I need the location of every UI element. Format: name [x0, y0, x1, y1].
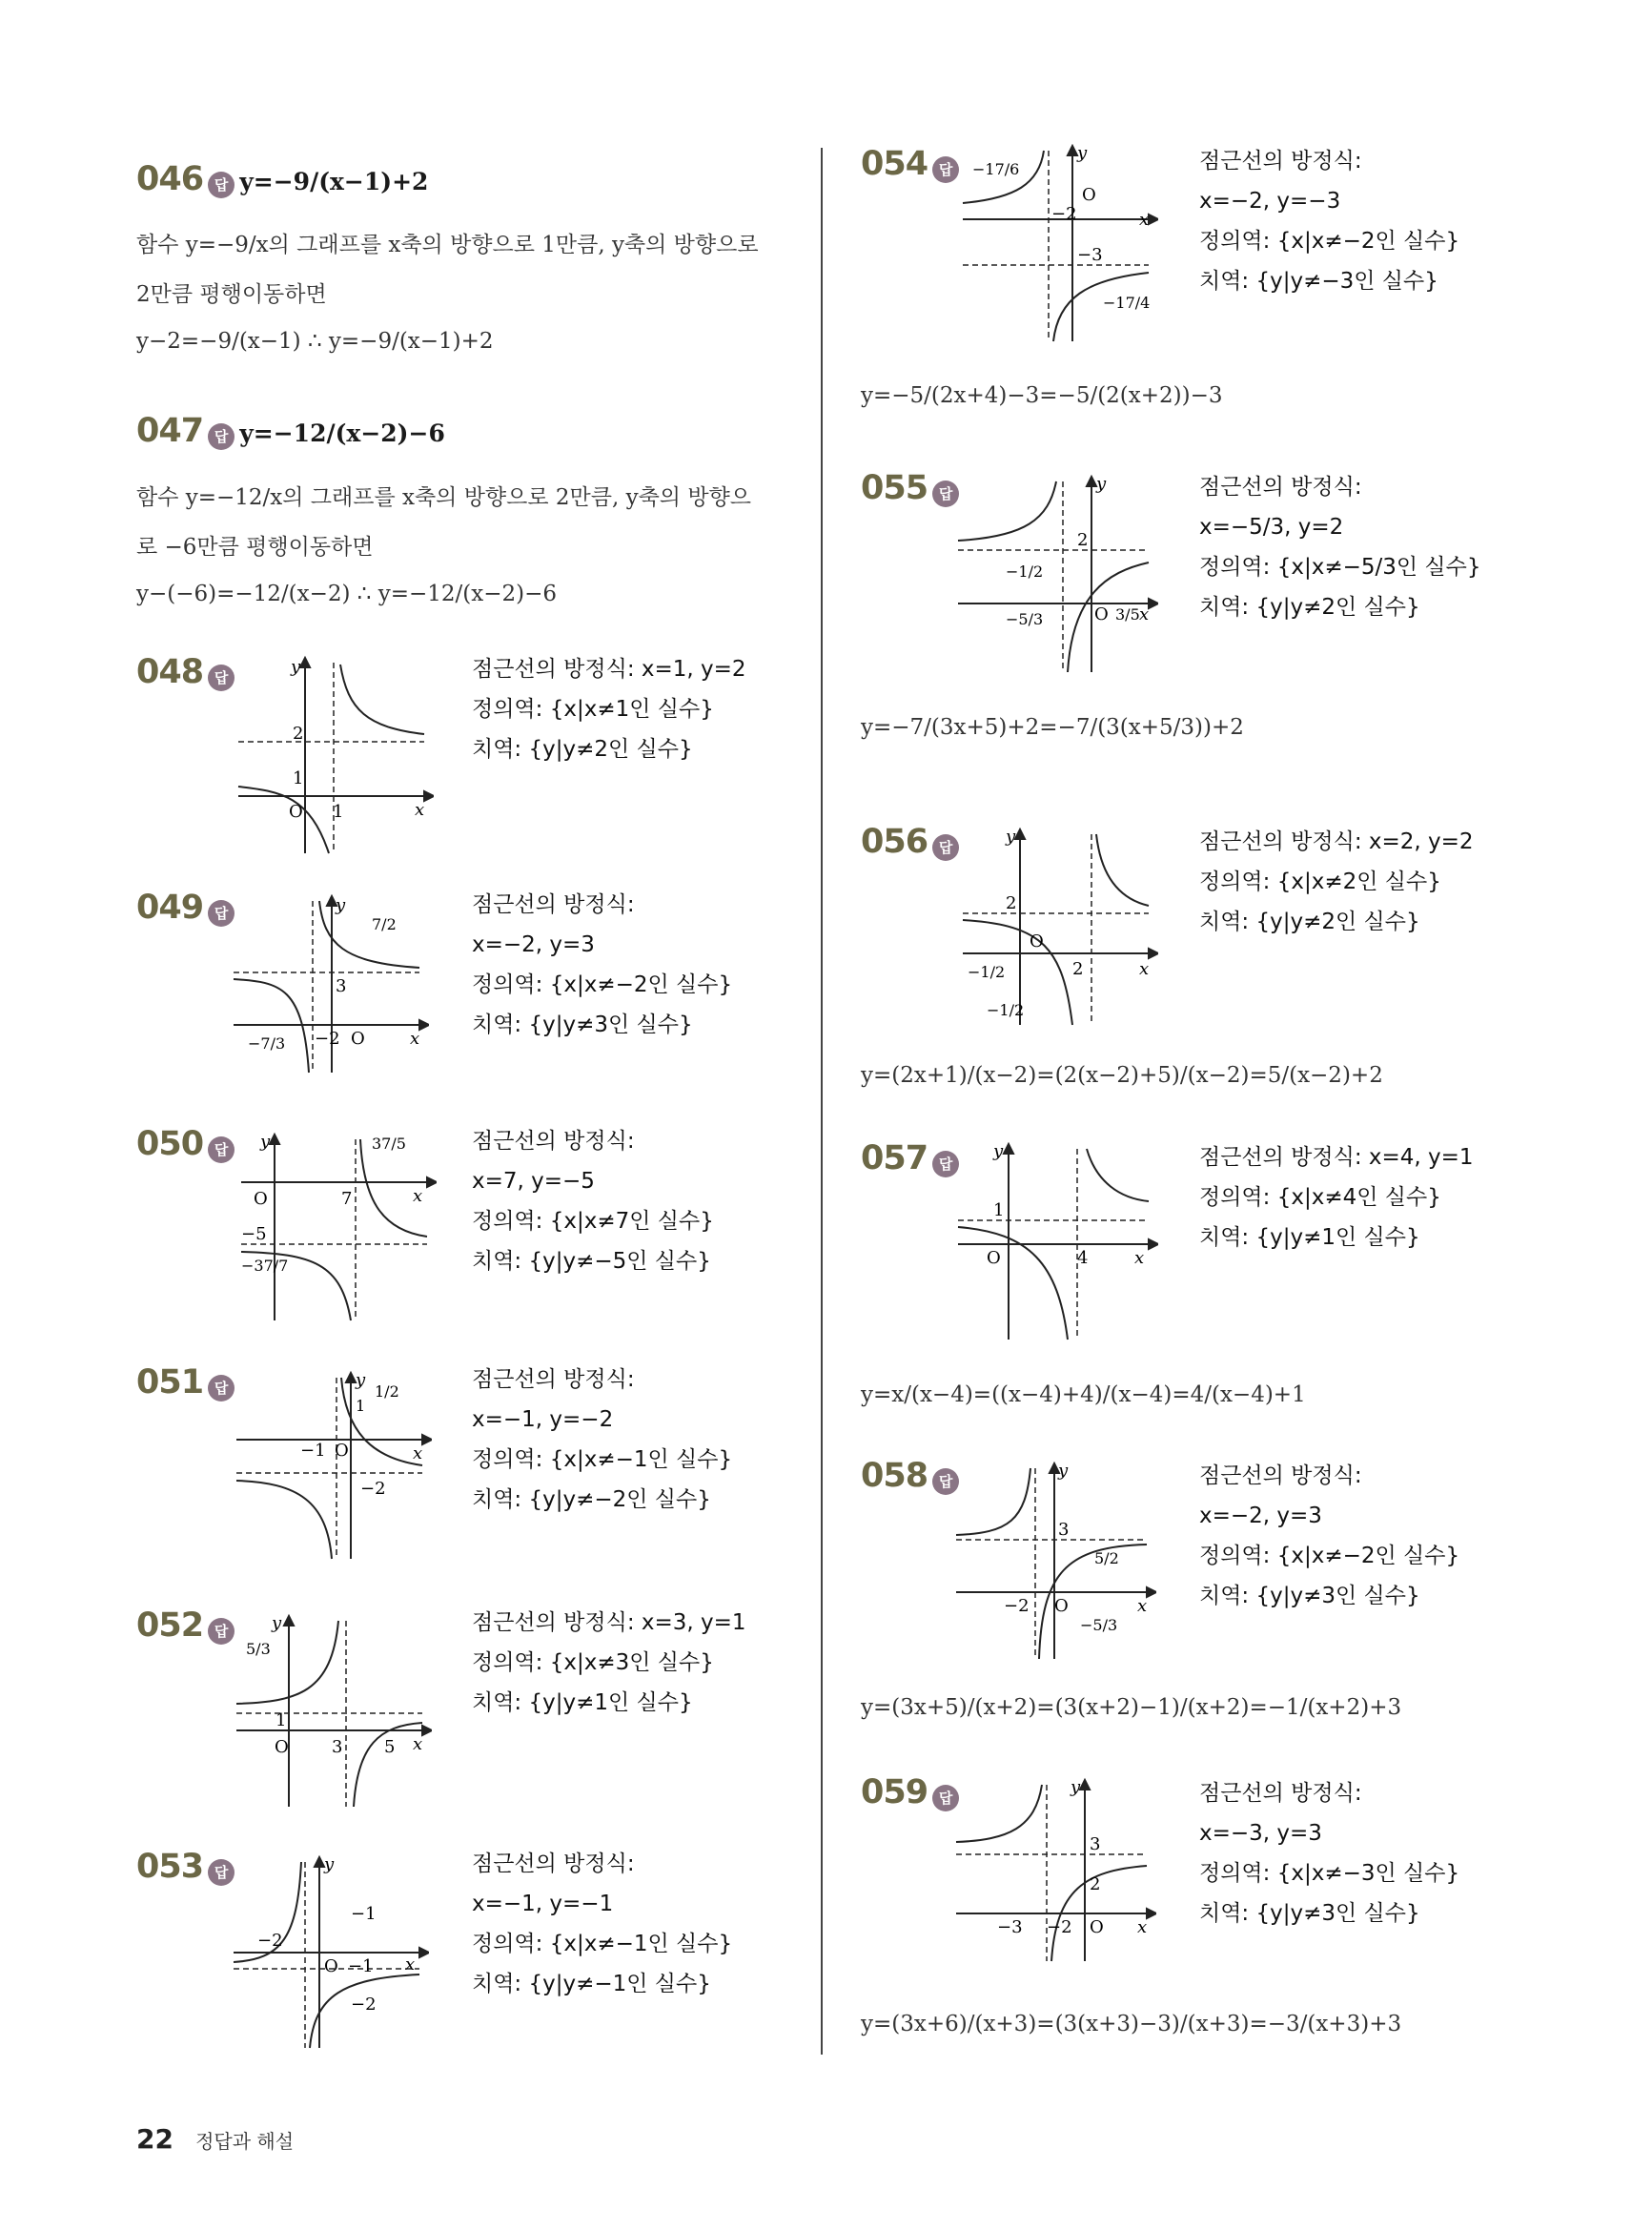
- info-line: 치역: {y|y≠3인 실수}: [472, 1013, 693, 1037]
- graph-053: [229, 1852, 429, 2053]
- problem-number: 046: [136, 160, 204, 198]
- info-line: 정의역: {x|x≠−5/3인 실수}: [1199, 555, 1481, 580]
- problem-number: 047: [136, 412, 204, 450]
- axis-label-y: y: [1096, 474, 1107, 494]
- tick-label: −2: [360, 1479, 386, 1499]
- tick-label: −7/3: [248, 1034, 286, 1053]
- problem-049-header: [136, 889, 235, 927]
- problem-number: 057: [861, 1139, 928, 1177]
- axis-label-x: x: [1139, 604, 1150, 624]
- tick-label: −17/4: [1103, 294, 1151, 312]
- info-line: 정의역: {x|x≠−3인 실수}: [1199, 1861, 1460, 1886]
- tick-label: −37/7: [241, 1257, 289, 1275]
- tick-label: 1: [993, 1200, 1005, 1220]
- axis-label-y: y: [1071, 1777, 1081, 1797]
- explanation-formula: y=(2x+1)/(x−2)=(2(x−2)+5)/(x−2)=5/(x−2)+2: [861, 1063, 1383, 1088]
- tick-label: 3: [1090, 1834, 1101, 1854]
- graph-052: [232, 1611, 432, 1811]
- asymptote-info-052: [472, 1603, 746, 1723]
- asymptote-info-054: [1199, 141, 1459, 301]
- graph-048: [234, 653, 434, 858]
- answer-badge: 답: [932, 156, 959, 183]
- info-line: 치역: {y|y≠3인 실수}: [1199, 1584, 1420, 1608]
- problem-051-header: [136, 1363, 235, 1401]
- info-line: 점근선의 방정식:: [1199, 149, 1362, 174]
- graph-054: [958, 141, 1158, 346]
- origin-label: O: [351, 1029, 365, 1049]
- graph-051: [232, 1368, 432, 1564]
- origin-label: O: [289, 802, 303, 822]
- tick-label: 5/2: [1094, 1549, 1119, 1567]
- problem-054-header: [861, 145, 959, 183]
- info-line: 치역: {y|y≠−5인 실수}: [472, 1249, 711, 1274]
- graph-049: [229, 891, 429, 1077]
- info-line: x=−5/3, y=2: [1199, 515, 1344, 540]
- tick-label: 7: [341, 1189, 353, 1209]
- explanation-formula: y−2=−9/(x−1) ∴ y=−9/(x−1)+2: [136, 329, 494, 354]
- explanation-formula: y=(3x+6)/(x+3)=(3(x+3)−3)/(x+3)=−3/(x+3)+3: [861, 2012, 1402, 2036]
- problem-047-header: [136, 412, 445, 450]
- info-line: 치역: {y|y≠2인 실수}: [1199, 910, 1420, 934]
- axis-label-y: y: [993, 1141, 1004, 1161]
- axis-label-x: x: [1134, 1248, 1145, 1268]
- tick-label: 2: [293, 724, 304, 744]
- problem-number: 052: [136, 1606, 204, 1645]
- graph-058: [951, 1459, 1156, 1664]
- info-line: x=−2, y=−3: [1199, 189, 1341, 214]
- info-line: 정의역: {x|x≠4인 실수}: [1199, 1185, 1441, 1210]
- answer-badge: 답: [932, 1785, 959, 1811]
- info-line: 점근선의 방정식: x=2, y=2: [1199, 829, 1474, 854]
- tick-label: 3: [336, 976, 347, 996]
- tick-label: 1: [356, 1397, 366, 1415]
- tick-label: −1/2: [987, 1001, 1025, 1019]
- graph-056: [958, 825, 1158, 1030]
- origin-label: O: [987, 1248, 1001, 1268]
- info-line: 정의역: {x|x≠1인 실수}: [472, 697, 714, 722]
- info-line: 정의역: {x|x≠−1인 실수}: [472, 1447, 733, 1472]
- page-footer: [136, 2123, 294, 2155]
- origin-label: O: [335, 1441, 349, 1461]
- info-line: 치역: {y|y≠−3인 실수}: [1199, 269, 1438, 294]
- info-line: 점근선의 방정식:: [1199, 1463, 1362, 1488]
- answer-badge: 답: [208, 423, 235, 450]
- problem-number: 059: [861, 1773, 928, 1811]
- info-line: x=−1, y=−1: [472, 1892, 614, 1916]
- axis-label-y: y: [356, 1370, 366, 1390]
- origin-label: O: [275, 1737, 289, 1757]
- axis-label-y: y: [1077, 143, 1088, 163]
- footer-title: 정답과 해설: [195, 2130, 295, 2153]
- asymptote-info-056: [1199, 822, 1474, 942]
- info-line: 점근선의 방정식:: [1199, 1781, 1362, 1806]
- tick-label: −1: [351, 1904, 377, 1924]
- tick-label: −1: [348, 1956, 374, 1976]
- info-line: x=−3, y=3: [1199, 1821, 1322, 1846]
- tick-label: −2: [351, 1995, 377, 2015]
- graph-057: [953, 1139, 1158, 1344]
- tick-label: 5/3: [246, 1640, 271, 1658]
- axis-label-x: x: [413, 1443, 423, 1463]
- origin-label: O: [324, 1956, 338, 1976]
- asymptote-info-053: [472, 1844, 732, 2004]
- problem-058-header: [861, 1457, 959, 1495]
- explanation-formula: y−(−6)=−12/(x−2) ∴ y=−12/(x−2)−6: [136, 582, 558, 606]
- tick-label: 2: [1072, 959, 1084, 979]
- tick-label: 1/2: [375, 1382, 399, 1401]
- tick-label: −2: [1004, 1596, 1030, 1616]
- column-divider: [821, 148, 823, 2055]
- tick-label: 3: [1058, 1520, 1070, 1540]
- answer-badge: 답: [208, 1618, 235, 1645]
- tick-label: 2: [1090, 1874, 1101, 1894]
- info-line: 치역: {y|y≠2인 실수}: [472, 737, 693, 762]
- info-line: 치역: {y|y≠1인 실수}: [472, 1690, 693, 1715]
- info-line: 정의역: {x|x≠−2인 실수}: [472, 972, 733, 997]
- tick-label: 2: [1077, 530, 1089, 550]
- info-line: 정의역: {x|x≠3인 실수}: [472, 1650, 714, 1675]
- problem-057-header: [861, 1139, 959, 1177]
- problem-number: 058: [861, 1457, 928, 1495]
- explanation-formula: y=(3x+5)/(x+2)=(3(x+2)−1)/(x+2)=−1/(x+2)+3: [861, 1695, 1402, 1720]
- page-number: 22: [136, 2123, 173, 2155]
- answer-badge: 답: [208, 1136, 235, 1163]
- axis-label-x: x: [1139, 959, 1150, 979]
- asymptote-info-048: [472, 649, 746, 769]
- axis-label-x: x: [1137, 1596, 1148, 1616]
- axis-label-y: y: [336, 895, 346, 915]
- tick-label: 7/2: [372, 915, 397, 933]
- problem-number: 054: [861, 145, 928, 183]
- problem-number: 055: [861, 469, 928, 507]
- tick-label: 37/5: [372, 1135, 406, 1153]
- axis-label-x: x: [415, 800, 425, 820]
- problem-number: 050: [136, 1125, 204, 1163]
- tick-label: −3: [1077, 245, 1103, 265]
- tick-label: −2: [257, 1931, 283, 1951]
- info-line: 점근선의 방정식:: [472, 892, 635, 917]
- graph-055: [953, 472, 1158, 677]
- tick-label: −1: [300, 1441, 326, 1461]
- tick-label: 5: [384, 1737, 396, 1757]
- origin-label: O: [1030, 931, 1044, 951]
- axis-label-y: y: [1058, 1461, 1069, 1481]
- info-line: 정의역: {x|x≠−2인 실수}: [1199, 1544, 1460, 1568]
- info-line: x=7, y=−5: [472, 1169, 595, 1194]
- tick-label: 3: [332, 1737, 343, 1757]
- info-line: x=−1, y=−2: [472, 1407, 614, 1432]
- asymptote-info-058: [1199, 1456, 1459, 1616]
- explanation-line: 로 −6만큼 평행이동하면: [136, 535, 374, 560]
- tick-label: −2: [315, 1029, 340, 1049]
- problem-055-header: [861, 469, 959, 507]
- asymptote-info-057: [1199, 1137, 1474, 1258]
- tick-label: 4: [1077, 1248, 1089, 1268]
- explanation-line: 2만큼 평행이동하면: [136, 282, 327, 307]
- problem-046-header: [136, 160, 428, 198]
- asymptote-info-051: [472, 1360, 732, 1520]
- origin-label: O: [254, 1189, 268, 1209]
- answer-badge: 답: [932, 834, 959, 861]
- explanation-formula: y=−5/(2x+4)−3=−5/(2(x+2))−3: [861, 383, 1223, 408]
- tick-label: 1: [275, 1710, 287, 1730]
- axis-label-y: y: [1006, 827, 1016, 847]
- answer-badge: 답: [208, 665, 235, 691]
- info-line: 점근선의 방정식: x=1, y=2: [472, 657, 746, 682]
- axis-label-x: x: [1137, 1917, 1148, 1937]
- info-line: x=−2, y=3: [1199, 1504, 1322, 1528]
- problem-number: 056: [861, 823, 928, 861]
- answer-badge: 답: [932, 1151, 959, 1177]
- axis-label-y: y: [291, 657, 301, 677]
- axis-label-y: y: [272, 1613, 282, 1633]
- tick-label: 1: [333, 802, 344, 822]
- tick-label: −3: [997, 1917, 1023, 1937]
- answer-badge: 답: [208, 1859, 235, 1886]
- info-line: 점근선의 방정식:: [1199, 475, 1362, 500]
- info-line: 정의역: {x|x≠−1인 실수}: [472, 1932, 733, 1956]
- explanation-line: 함수 y=−9/x의 그래프를 x축의 방향으로 1만큼, y축의 방향으로: [136, 233, 759, 257]
- info-line: 점근선의 방정식: x=3, y=1: [472, 1610, 746, 1635]
- answer: y=−9/(x−1)+2: [239, 168, 429, 195]
- tick-label: 1: [293, 768, 304, 788]
- tick-label: −1/2: [1006, 563, 1044, 581]
- problem-053-header: [136, 1848, 235, 1886]
- info-line: 치역: {y|y≠2인 실수}: [1199, 595, 1420, 620]
- tick-label: −2: [1051, 204, 1077, 224]
- problem-number: 051: [136, 1363, 204, 1401]
- info-line: 정의역: {x|x≠−2인 실수}: [1199, 229, 1460, 254]
- problem-059-header: [861, 1773, 959, 1811]
- axis-label-y: y: [324, 1854, 335, 1874]
- answer-badge: 답: [932, 481, 959, 507]
- info-line: 치역: {y|y≠−2인 실수}: [472, 1487, 711, 1512]
- info-line: 정의역: {x|x≠7인 실수}: [472, 1209, 714, 1234]
- info-line: 점근선의 방정식:: [472, 1852, 635, 1876]
- answer-badge: 답: [208, 172, 235, 198]
- asymptote-info-050: [472, 1121, 714, 1281]
- tick-label: −17/6: [972, 160, 1020, 178]
- answer-badge: 답: [208, 1375, 235, 1401]
- info-line: 치역: {y|y≠−1인 실수}: [472, 1972, 711, 1996]
- axis-label-x: x: [413, 1186, 423, 1206]
- asymptote-info-055: [1199, 467, 1480, 627]
- info-line: 치역: {y|y≠1인 실수}: [1199, 1225, 1420, 1250]
- axis-label-x: x: [413, 1734, 423, 1754]
- origin-label: O: [1082, 185, 1096, 205]
- axis-label-x: x: [405, 1954, 416, 1974]
- origin-label: O: [1094, 604, 1109, 624]
- info-line: 점근선의 방정식: x=4, y=1: [1199, 1145, 1474, 1170]
- axis-label-x: x: [1139, 210, 1150, 230]
- asymptote-info-059: [1199, 1773, 1459, 1933]
- answer-badge: 답: [208, 900, 235, 927]
- problem-048-header: [136, 653, 235, 691]
- info-line: 정의역: {x|x≠2인 실수}: [1199, 869, 1441, 894]
- info-line: 점근선의 방정식:: [472, 1129, 635, 1154]
- tick-label: 3/5: [1115, 605, 1140, 624]
- answer-badge: 답: [932, 1468, 959, 1495]
- origin-label: O: [1054, 1596, 1069, 1616]
- explanation-formula: y=−7/(3x+5)+2=−7/(3(x+5/3))+2: [861, 715, 1244, 740]
- tick-label: −5/3: [1080, 1616, 1118, 1634]
- tick-label: −1/2: [968, 963, 1006, 981]
- answer: y=−12/(x−2)−6: [239, 419, 445, 447]
- tick-label: −2: [1047, 1917, 1072, 1937]
- graph-059: [951, 1775, 1156, 1966]
- explanation-formula: y=x/(x−4)=((x−4)+4)/(x−4)=4/(x−4)+1: [861, 1382, 1306, 1407]
- graph-050: [236, 1130, 437, 1325]
- tick-label: −5: [241, 1224, 267, 1244]
- origin-label: O: [1090, 1917, 1104, 1937]
- axis-label-y: y: [260, 1132, 271, 1152]
- info-line: 점근선의 방정식:: [472, 1367, 635, 1392]
- problem-050-header: [136, 1125, 235, 1163]
- problem-052-header: [136, 1606, 235, 1645]
- problem-number: 053: [136, 1848, 204, 1886]
- explanation-line: 함수 y=−12/x의 그래프를 x축의 방향으로 2만큼, y축의 방향으: [136, 485, 751, 510]
- asymptote-info-049: [472, 885, 732, 1045]
- tick-label: −5/3: [1006, 610, 1044, 628]
- info-line: x=−2, y=3: [472, 932, 595, 957]
- tick-label: 2: [1006, 893, 1017, 913]
- problem-056-header: [861, 823, 959, 861]
- problem-number: 048: [136, 653, 204, 691]
- problem-number: 049: [136, 889, 204, 927]
- axis-label-x: x: [410, 1029, 420, 1049]
- info-line: 치역: {y|y≠3인 실수}: [1199, 1901, 1420, 1926]
